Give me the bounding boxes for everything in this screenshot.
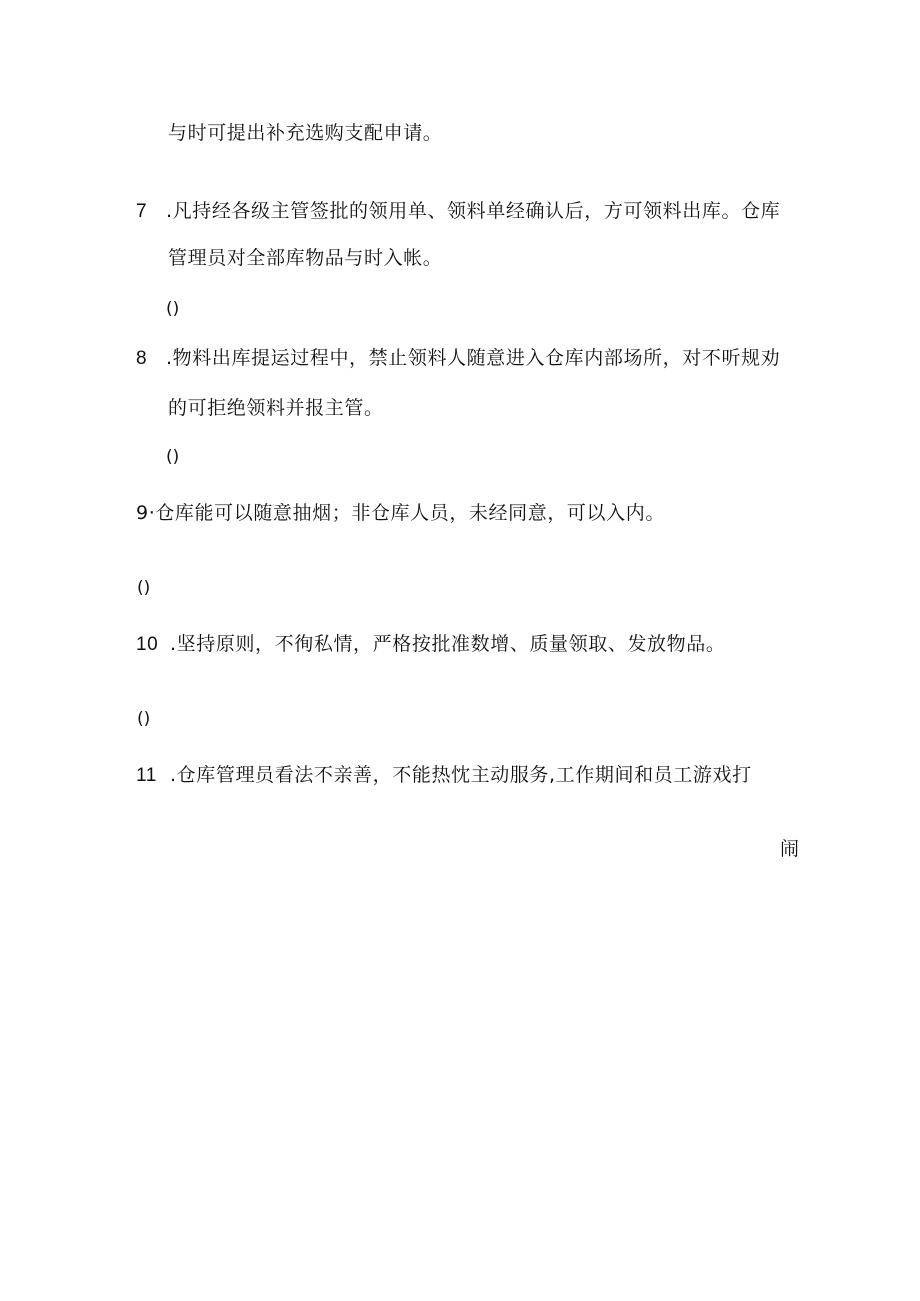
item-11-line-1 <box>136 762 752 789</box>
answer-parentheses: () <box>166 299 180 319</box>
answer-parentheses: () <box>137 709 151 729</box>
item-text: .物料出库提运过程中，禁止领料人随意进入仓库内部场所，对不听规劝 <box>166 347 781 369</box>
item-8-line-1 <box>136 345 780 372</box>
item-7-line-2: 管理员对全部库物品与时入帐。 <box>168 247 443 269</box>
item-9-line: 9·仓库能可以随意抽烟；非仓库人员，未经同意，可以入内。 <box>136 502 665 524</box>
answer-parentheses: () <box>166 447 180 467</box>
item-number: 8 <box>136 348 148 369</box>
answer-parentheses: () <box>137 578 151 598</box>
item-8-line-2: 的可拒绝领料并报主管。 <box>168 397 384 419</box>
item-10-line <box>136 631 725 658</box>
item-text: .坚持原则，不徇私情，严格按批准数增、质量领取、发放物品。 <box>170 633 726 655</box>
item-7-line-1 <box>136 198 780 225</box>
item-text: .凡持经各级主管签批的领用单、领料单经确认后，方可领料出库。仓库 <box>166 200 781 222</box>
item-number: 11 <box>136 765 157 786</box>
item-text: .仓库管理员看法不亲善，不能热忱主动服务,工作期间和员工游戏打 <box>170 764 752 786</box>
item-number: 10 <box>136 634 159 655</box>
text-line: 与时可提出补充选购支配申请。 <box>168 122 443 144</box>
item-11-line-2: 闹 <box>780 838 800 860</box>
item-number: 7 <box>136 201 148 222</box>
